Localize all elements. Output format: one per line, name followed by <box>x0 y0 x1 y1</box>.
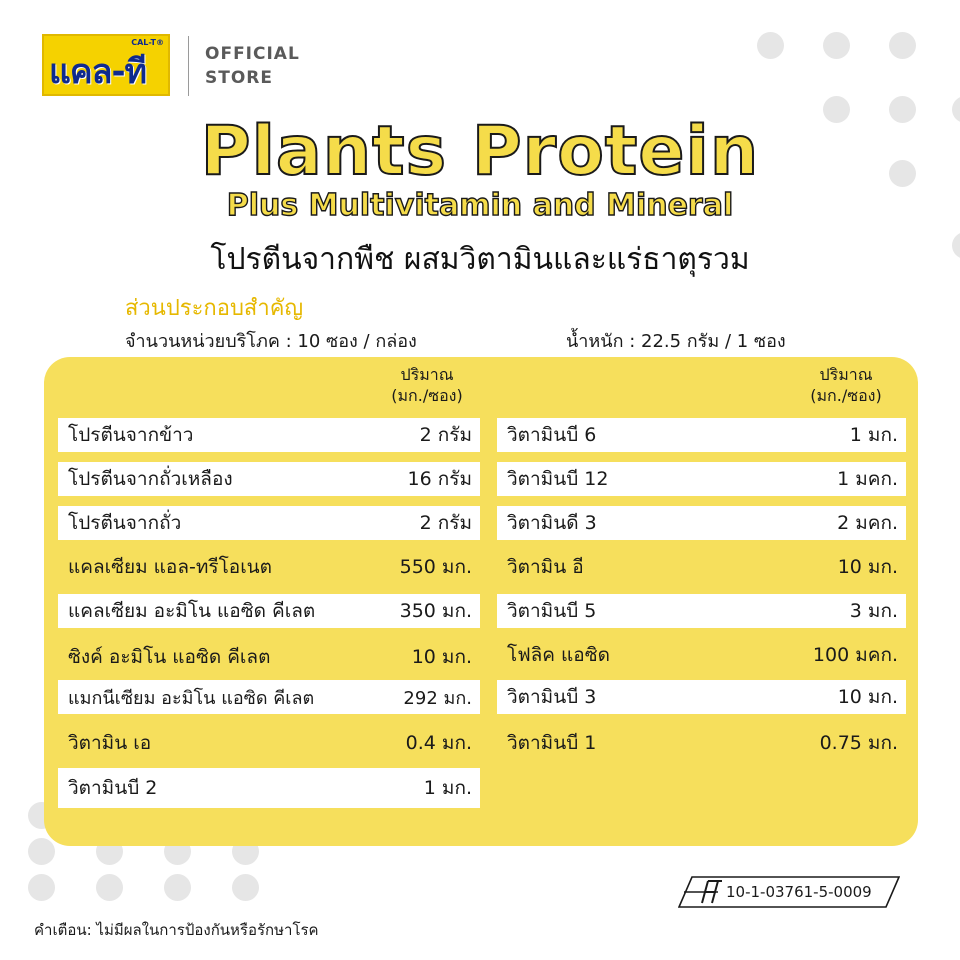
ingredient-row <box>58 550 480 584</box>
ingredient-row <box>497 726 906 760</box>
ingredient-amount: 292 มก. <box>403 687 472 709</box>
ingredient-row <box>58 506 480 540</box>
ingredient-amount: 350 มก. <box>399 600 472 622</box>
official-store-label <box>205 42 300 90</box>
ingredient-amount: 1 มก. <box>423 777 472 799</box>
ingredient-name: โปรตีนจากข้าว <box>68 424 194 446</box>
brand-logo <box>42 34 170 96</box>
ingredient-name: แมกนีเซียม อะมิโน แอซิด คีเลต <box>68 687 315 709</box>
ingredient-row <box>58 768 480 808</box>
ingredient-row <box>497 462 906 496</box>
amount-header-line2: (มก./ซอง) <box>810 386 882 405</box>
ingredient-name: โฟลิค แอซิด <box>507 644 610 666</box>
ingredient-row <box>58 726 480 760</box>
ingredient-amount: 0.4 มก. <box>405 732 472 754</box>
ingredient-amount: 100 มคก. <box>812 644 898 666</box>
fda-registration <box>678 876 900 908</box>
ingredient-row <box>497 638 906 672</box>
section-title: ส่วนประกอบสำคัญ <box>125 296 304 321</box>
health-warning: คำเตือน: ไม่มีผลในการป้องกันหรือรักษาโรค <box>34 921 319 939</box>
servings-per-box: จำนวนหน่วยบริโภค : 10 ซอง / กล่อง <box>125 331 417 352</box>
store-line-2: STORE <box>205 68 273 88</box>
brand-logo-text: แคล-ที <box>49 52 147 92</box>
ingredient-amount: 0.75 มก. <box>819 732 898 754</box>
ingredient-amount: 10 มก. <box>837 556 898 578</box>
ingredient-name: โปรตีนจากถั่วเหลือง <box>68 468 233 490</box>
ingredient-name: วิตามินบี 5 <box>507 600 597 622</box>
ingredient-name: แคลเซียม แอล-ทรีโอเนต <box>68 556 273 578</box>
ingredient-amount: 1 มก. <box>849 424 898 446</box>
ingredient-row <box>497 594 906 628</box>
amount-column-header-right <box>766 364 926 406</box>
amount-column-header-left <box>347 364 507 406</box>
ingredient-name: วิตามินดี 3 <box>507 512 597 534</box>
product-thai-title: โปรตีนจากพืช ผสมวิตามินและแร่ธาตุรวม <box>210 242 750 277</box>
ingredient-amount: 2 กรัม <box>419 512 472 534</box>
ingredient-name: วิตามิน เอ <box>68 732 152 754</box>
registration-number: 10-1-03761-5-0009 <box>726 883 872 901</box>
ingredient-row <box>58 680 480 714</box>
sachet-weight: น้ำหนัก : 22.5 กรัม / 1 ซอง <box>566 331 786 352</box>
ingredient-name: วิตามินบี 3 <box>507 686 597 708</box>
store-line-1: OFFICIAL <box>205 44 300 64</box>
amount-header-line1: ปริมาณ <box>400 365 454 384</box>
ingredient-row <box>58 640 480 674</box>
ingredient-amount: 1 มคก. <box>837 468 898 490</box>
ingredient-amount: 10 มก. <box>837 686 898 708</box>
ingredient-name: วิตามินบี 2 <box>68 777 158 799</box>
ingredient-row <box>58 418 480 452</box>
ingredient-amount: 2 กรัม <box>419 424 472 446</box>
product-subtitle: Plus Multivitamin and Mineral <box>226 188 734 223</box>
amount-header-line1: ปริมาณ <box>819 365 873 384</box>
ingredient-name: วิตามินบี 1 <box>507 732 597 754</box>
ingredient-amount: 550 มก. <box>399 556 472 578</box>
ingredient-amount: 10 มก. <box>411 646 472 668</box>
ingredient-name: ซิงค์ อะมิโน แอซิด คีเลต <box>68 646 271 668</box>
ingredient-amount: 2 มคก. <box>837 512 898 534</box>
ingredient-row <box>497 418 906 452</box>
ingredient-row <box>497 680 906 714</box>
ingredient-row <box>58 594 480 628</box>
ingredient-name: วิตามิน อี <box>507 556 584 578</box>
ingredient-amount: 3 มก. <box>849 600 898 622</box>
ingredient-name: วิตามินบี 12 <box>507 468 609 490</box>
product-title: Plants Protein <box>200 112 760 191</box>
ingredient-row <box>58 462 480 496</box>
ingredient-row <box>497 506 906 540</box>
header-divider <box>188 36 189 96</box>
ingredient-name: วิตามินบี 6 <box>507 424 597 446</box>
ingredient-row <box>497 550 906 584</box>
amount-header-line2: (มก./ซอง) <box>391 386 463 405</box>
ingredient-name: แคลเซียม อะมิโน แอซิด คีเลต <box>68 600 316 622</box>
ingredient-name: โปรตีนจากถั่ว <box>68 512 182 534</box>
ingredient-amount: 16 กรัม <box>407 468 472 490</box>
brand-logo-mark: CAL-T® <box>131 38 164 47</box>
